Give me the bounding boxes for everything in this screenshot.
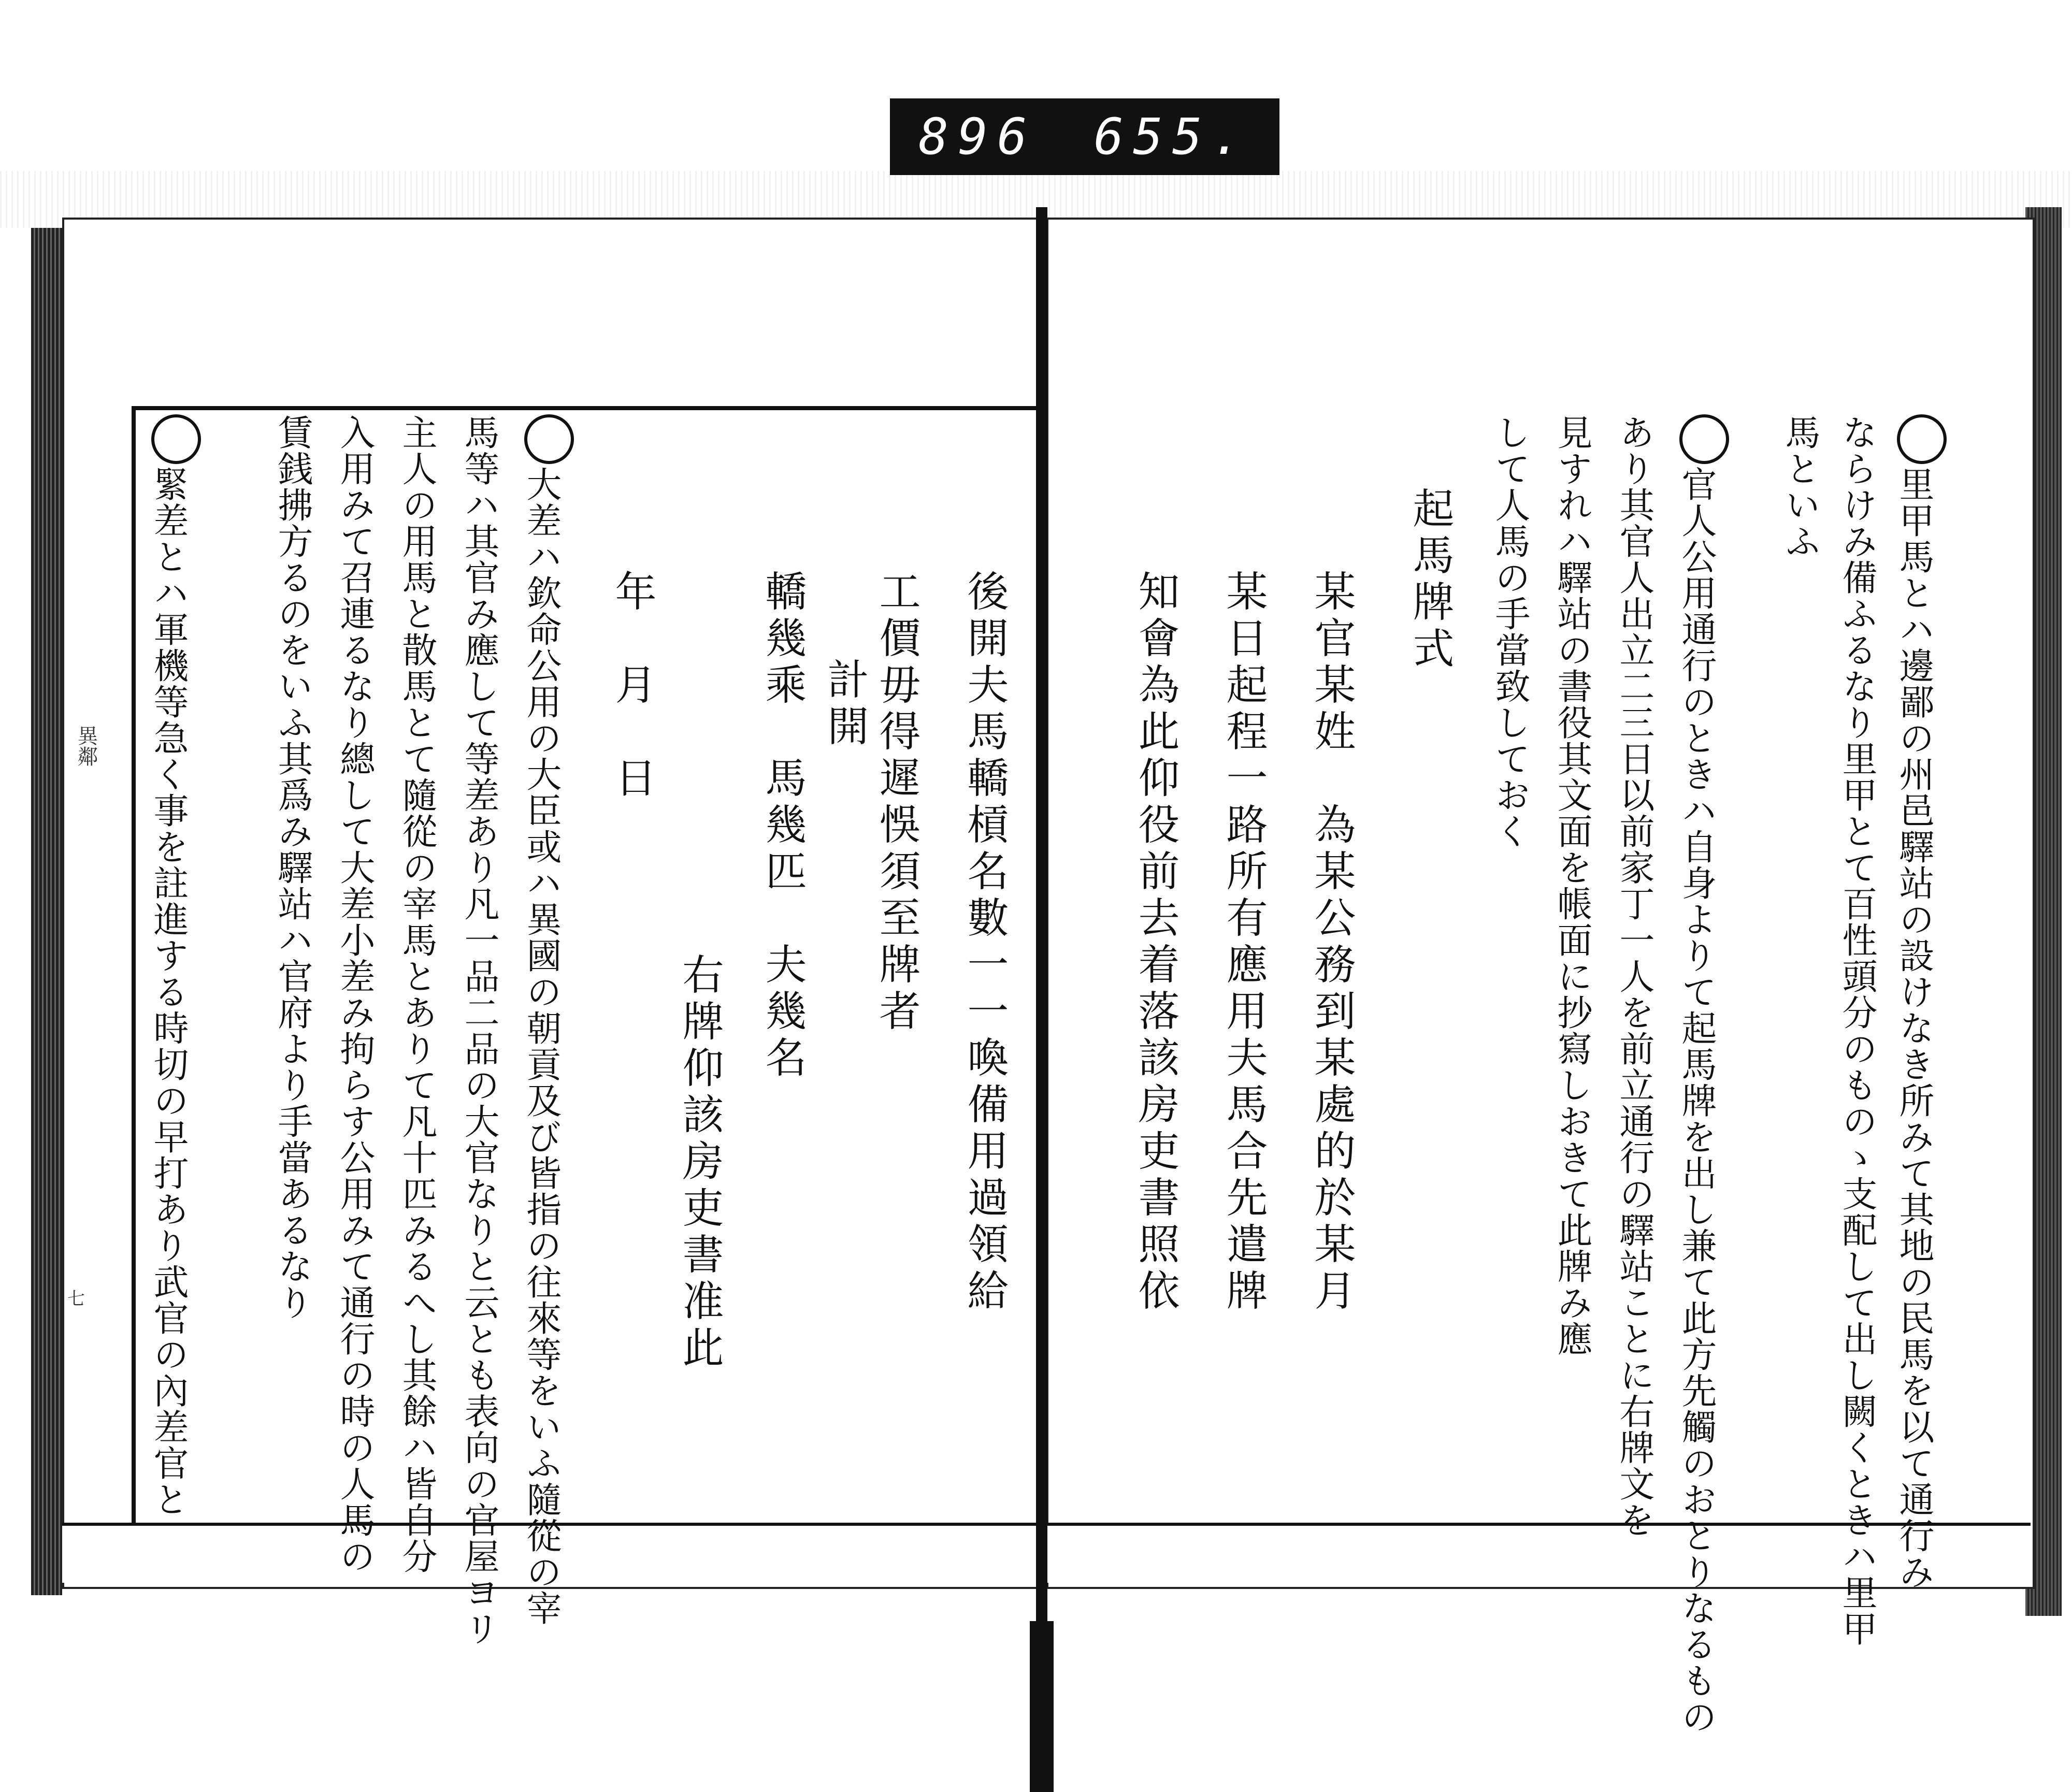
text-column: 緊差とハ軍機等急く事を註進する時切の早打あり武官の內差官と bbox=[148, 466, 189, 1518]
form-column: 某日起程一路所有應用夫馬合先遣牌 bbox=[1219, 570, 1268, 1316]
section-marker-circle bbox=[151, 414, 201, 464]
margin-note: 異鄰 bbox=[74, 725, 98, 767]
text-column: 官人公用通行のときハ自身よりて起馬牌を出し兼て此方先觸のおとりなるもの bbox=[1676, 466, 1717, 1735]
text-column: 馬といふ bbox=[1779, 414, 1820, 559]
form-column: 轎幾乘 馬幾匹 夫幾名 bbox=[758, 570, 807, 1082]
section-marker-circle bbox=[1679, 414, 1729, 464]
form-column: 年 月 日 bbox=[608, 570, 656, 803]
text-column: して人馬の手當致しておく bbox=[1489, 414, 1530, 849]
archive-number-left: 896 bbox=[918, 108, 1037, 166]
spine-foot bbox=[1030, 1621, 1054, 1792]
text-column: ならけみ備ふるなり里甲とて百性頭分のものゝ支配して出し闕くときハ里甲 bbox=[1836, 414, 1877, 1647]
text-column: 賃銭拂方るのをいふ其爲み驛站ハ官府より手當あるなり bbox=[272, 414, 313, 1321]
text-column: 主人の用馬と散馬とて隨從の宰馬とありて凡十匹みるへし其餘ハ皆自分 bbox=[396, 414, 437, 1574]
book-spine bbox=[1036, 207, 1047, 1792]
form-column: 某官某姓 為某公務到某處的於某月 bbox=[1307, 570, 1356, 1316]
right-page bbox=[1046, 218, 2035, 1589]
form-column: 計開 bbox=[821, 658, 869, 751]
text-column: 入用みて召連るなり總して大差小差み拘らす公用みて通行の時の人馬の bbox=[334, 414, 375, 1574]
form-column: 右牌仰該房吏書准此 bbox=[675, 953, 724, 1372]
text-column: 里甲馬とハ邊鄙の州邑驛站の設けなき所みて其地の民馬を以て通行み bbox=[1893, 466, 1934, 1590]
form-title: 起馬牌式 bbox=[1406, 487, 1454, 673]
section-marker-circle bbox=[1897, 414, 1947, 464]
text-column: 見すれハ驛站の書役其文面を帳面に抄寫しおきて此牌み應 bbox=[1551, 414, 1592, 1357]
section-marker-circle bbox=[524, 414, 574, 464]
page-number: 七 bbox=[67, 1289, 85, 1309]
form-column: 工價毋得遲悞須至牌者 bbox=[872, 570, 920, 1036]
text-column: あり其官人出立二三日以前家丁一人を前立通行の驛站ことに右牌文を bbox=[1614, 414, 1654, 1538]
text-column: 大差ハ欽命公用の大臣或ハ異國の朝貢及び皆指の往來等をいふ隨從の宰 bbox=[521, 466, 562, 1626]
form-column: 後開夫馬轎槓名數一一喚備用過領給 bbox=[960, 570, 1009, 1316]
archive-number-label bbox=[890, 98, 1279, 175]
form-column: 知會為此仰役前去着落該房吏書照依 bbox=[1131, 570, 1179, 1316]
archive-number-right: 655. bbox=[1093, 108, 1251, 166]
open-book bbox=[31, 207, 2062, 1735]
left-page-edges bbox=[31, 228, 62, 1595]
text-column: 馬等ハ其官み應して等差あり凡一品二品の大官なりと云とも表向の官屋ヨリ bbox=[458, 414, 499, 1647]
